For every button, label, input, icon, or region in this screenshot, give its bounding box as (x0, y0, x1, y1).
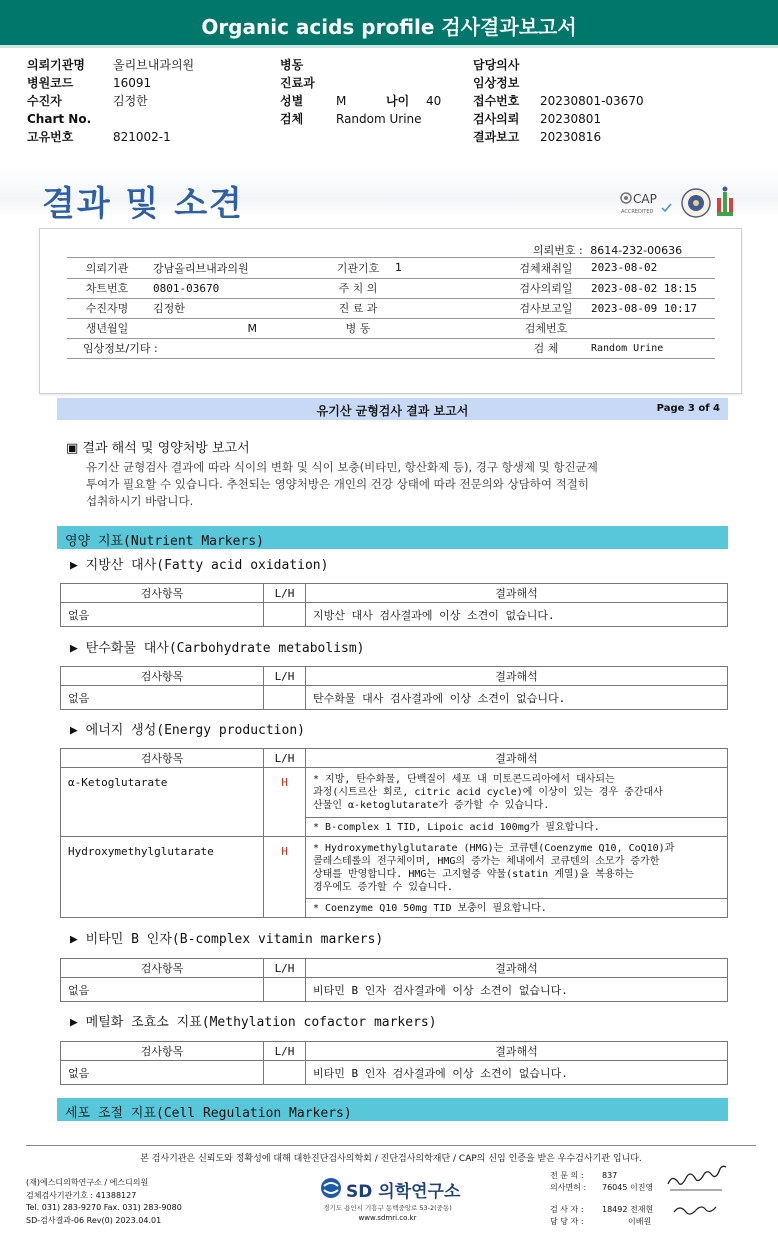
desc-line: 산물인 α-ketoglutarate가 증가할 수 있습니다. (313, 800, 550, 811)
header-col-2 (280, 56, 460, 128)
col-header-lh: L/H (264, 1042, 306, 1061)
row-result: 탄수화물 대사 검사결과에 이상 소견이 없습니다. (306, 686, 728, 710)
col-header-lh: L/H (264, 584, 306, 603)
info-value: 0801-03670 (147, 278, 327, 298)
footer-contact: Tel. 031) 283-9270 Fax. 031) 283-9080 (26, 1203, 182, 1212)
table-row (61, 768, 728, 818)
value-age: 40 (426, 94, 442, 108)
cell-regulation-title: 세포 조절 지표(Cell Regulation Markers) (65, 1106, 352, 1121)
table-header-row (61, 749, 728, 768)
footer-code: 검체검사기관기호 : 41388127 (26, 1190, 137, 1200)
report-header-bar (0, 0, 778, 48)
report-section-bar (57, 398, 728, 420)
accreditation-logos (618, 186, 746, 220)
signature-icon (660, 1164, 740, 1224)
info-key: 생년월일 (67, 318, 147, 338)
table-header-row (61, 1042, 728, 1061)
row-result: 비타민 B 인자 검사결과에 이상 소견이 없습니다. (306, 1061, 728, 1085)
table-row (61, 978, 728, 1002)
table-header-row (61, 584, 728, 603)
info-value: 김정한 (147, 298, 327, 318)
row-item: 없음 (61, 978, 264, 1002)
label-receipt-no: 접수번호 (473, 94, 520, 108)
nutrient-markers-title: 영양 지표(Nutrient Markers) (65, 534, 264, 549)
label-sex: 성별 (280, 94, 304, 108)
label-report-date: 결과보고 (473, 130, 520, 144)
staff-value: 76045 이진영 (602, 1183, 654, 1192)
info-key: 수진자명 (67, 298, 147, 318)
methylation-table (60, 1041, 728, 1085)
request-no-label: 의뢰번호 : (533, 244, 583, 257)
footer-address: 경기도 용인시 기흥구 동백중앙로 53-2(중동) (323, 1204, 452, 1212)
info-key (327, 338, 389, 358)
label-specimen: 검체 (280, 112, 304, 126)
cap-logo-icon (618, 186, 746, 220)
info-key: 검체번호 (507, 318, 585, 338)
vitamin-b-table (60, 958, 728, 1002)
value-patient: 김정한 (113, 94, 148, 108)
staff-label: 전 문 의 : (550, 1171, 584, 1180)
report-section-title: 유기산 균형검사 결과 보고서 (316, 404, 469, 418)
row-item: 없음 (61, 1061, 264, 1085)
table-header-row (61, 667, 728, 686)
footer-website: www.sdmri.co.kr (358, 1214, 417, 1222)
desc-line: 경우에도 증가할 수 있습니다. (313, 881, 454, 893)
value-specimen: Random Urine (336, 112, 422, 126)
interpretation-text (86, 459, 598, 510)
info-value: Random Urine (585, 338, 715, 358)
row-lh (264, 686, 306, 710)
info-key: 검사의뢰일 (507, 278, 585, 298)
info-row (67, 318, 715, 338)
info-value (389, 278, 507, 298)
nutrient-markers-bar (57, 526, 728, 549)
col-header-item: 검사항목 (61, 749, 264, 768)
interpretation-line: 섭취하시기 바랍니다. (86, 494, 194, 508)
info-value: 2023-08-09 10:17 (585, 298, 715, 318)
info-value (389, 298, 507, 318)
footer-doc-id: SD-검사결과-06 Rev(0) 2023.04.01 (26, 1215, 162, 1225)
sd-brand-name: SD 의학연구소 (346, 1182, 461, 1202)
col-header-lh: L/H (264, 959, 306, 978)
sd-brand-logo (320, 1176, 470, 1200)
interpretation-heading: ▣ 결과 해석 및 영양처방 보고서 (66, 441, 250, 456)
table-row (61, 1061, 728, 1085)
row-item: 없음 (61, 603, 264, 627)
label-dept: 진료과 (280, 76, 315, 90)
info-key: 검사보고일 (507, 298, 585, 318)
col-header-result: 결과해석 (306, 749, 728, 768)
footer-staff (550, 1170, 653, 1228)
row-prescription: * B-complex 1 TID, Lipoic acid 100mg가 필요합니다. (306, 818, 728, 837)
label-doctor: 담당의사 (473, 58, 520, 72)
info-value: 1 (389, 258, 507, 278)
info-key: 차트번호 (67, 278, 147, 298)
report-title: Organic acids profile 검사결과보고서 (201, 15, 577, 39)
info-key: 의뢰기관 (67, 258, 147, 278)
row-lh (264, 1061, 306, 1085)
desc-line: * Hydroxymethylglutarate (HMG)는 코큐텐(Coenzyme Q10, CoQ10)과 (313, 842, 675, 854)
cap-logo-text: CAP (633, 192, 657, 206)
col-header-item: 검사항목 (61, 584, 264, 603)
page-indicator: Page 3 of 4 (656, 403, 720, 414)
label-unique-no: 고유번호 (27, 130, 74, 144)
info-value: M (147, 318, 327, 338)
table-header-row (61, 959, 728, 978)
desc-line: * 지방, 탄수화물, 단백질이 세포 내 미토콘드리아에서 대사되는 (313, 774, 615, 785)
col-header-result: 결과해석 (306, 584, 728, 603)
value-unique-no: 821002-1 (113, 130, 171, 144)
staff-label: 의사면허 : (550, 1183, 587, 1192)
footer-org: (재)에스디의학연구소 / 에스디의원 (26, 1178, 149, 1187)
row-description (306, 768, 728, 818)
info-value (389, 318, 507, 338)
col-header-result: 결과해석 (306, 959, 728, 978)
label-age: 나이 (386, 94, 410, 108)
info-key: 주 치 의 (327, 278, 389, 298)
row-result: 지방산 대사 검사결과에 이상 소견이 없습니다. (306, 603, 728, 627)
label-institution: 의뢰기관명 (27, 58, 85, 72)
info-row (67, 338, 715, 358)
info-key: 검체채취일 (507, 258, 585, 278)
staff-label: 담 당 자 : (550, 1217, 584, 1226)
info-value (585, 318, 715, 338)
info-row (67, 298, 715, 318)
sd-logo-icon (320, 1177, 342, 1199)
interpretation-line: 유기산 균형검사 결과에 따라 식이의 변화 및 식이 보충(비타민, 항산화제 등), 경구 항생제 및 항진균제 (86, 460, 598, 474)
staff-value: 837 (602, 1171, 618, 1180)
staff-label: 검 사 자 : (550, 1205, 584, 1214)
value-sex: M (336, 94, 347, 108)
footer-certification: 본 검사기관은 신뢰도와 정확성에 대해 대한진단검사의학회 / 진단검사의학재단 / CAP의 신임 인증을 받은 우수검사기관 입니다. (140, 1154, 642, 1164)
interpretation-line: 투여가 필요할 수 있습니다. 추천되는 영양처방은 개인의 건강 상태에 따라 전문의와 상담하여 적절히 (86, 477, 589, 491)
info-value (389, 338, 507, 358)
label-clinical-info: 임상정보 (473, 76, 520, 90)
col-header-item: 검사항목 (61, 667, 264, 686)
col-header-result: 결과해석 (306, 667, 728, 686)
desc-line: 과정(시트르산 회로, citric acid cycle)에 이상이 있는 경우 중간대사 (313, 787, 663, 798)
info-key: 기관기호 (327, 258, 389, 278)
row-item: 없음 (61, 686, 264, 710)
info-key: 병 동 (327, 318, 389, 338)
value-institution: 올리브내과의원 (113, 58, 195, 72)
request-number (533, 242, 682, 258)
value-request-date: 20230801 (540, 112, 602, 126)
footer-rule (26, 1145, 756, 1146)
cap-logo-sub: ACCREDITED (621, 209, 654, 215)
row-lh-flag: H (264, 768, 306, 837)
col-header-item: 검사항목 (61, 959, 264, 978)
label-hospital-code: 병원코드 (27, 76, 74, 90)
staff-value: 이배원 (628, 1217, 652, 1226)
info-key: 검 체 (507, 338, 585, 358)
label-request-date: 검사의뢰 (473, 112, 520, 126)
row-lh-flag: H (264, 837, 306, 918)
section-vitamin-b-title: ▶ 비타민 B 인자(B-complex vitamin markers) (70, 932, 384, 947)
section-energy-title: ▶ 에너지 생성(Energy production) (70, 723, 305, 738)
label-ward: 병동 (280, 58, 304, 72)
row-description (306, 837, 728, 899)
footer-left-info (26, 1177, 182, 1227)
request-no-value: 8614-232-00636 (590, 244, 683, 257)
row-prescription: * Coenzyme Q10 50mg TID 보충이 필요합니다. (306, 899, 728, 918)
row-item-ketoglutarate: α-Ketoglutarate (61, 768, 264, 837)
label-chart-no: Chart No. (27, 112, 92, 126)
staff-value: 18492 전재현 (602, 1205, 654, 1214)
desc-line: 상태를 반영합니다. HMG는 고지혈증 약물(statin 계열)을 복용하는 (313, 868, 634, 880)
info-value: 강남올리브내과의원 (147, 258, 327, 278)
section-title: 결과 및 소견 (42, 184, 244, 224)
energy-table (60, 748, 728, 918)
row-item-hmg: Hydroxymethylglutarate (61, 837, 264, 918)
col-header-result: 결과해석 (306, 1042, 728, 1061)
value-report-date: 20230816 (540, 130, 602, 144)
section-carbohydrate-title: ▶ 탄수화물 대사(Carbohydrate metabolism) (70, 641, 365, 656)
patient-info-table (67, 258, 715, 359)
desc-line: 콜레스테롤의 전구체이며, HMG의 증가는 체내에서 코큐텐의 소모가 증가한 (313, 855, 660, 867)
label-patient: 수진자 (27, 94, 62, 108)
row-result: 비타민 B 인자 검사결과에 이상 소견이 없습니다. (306, 978, 728, 1002)
info-row (67, 258, 715, 278)
table-row (61, 686, 728, 710)
info-value: 2023-08-02 (585, 258, 715, 278)
col-header-lh: L/H (264, 667, 306, 686)
fatty-acid-table (60, 583, 728, 627)
info-value: 2023-08-02 18:15 (585, 278, 715, 298)
section-fatty-acid-title: ▶ 지방산 대사(Fatty acid oxidation) (70, 558, 329, 573)
section-methylation-title: ▶ 메틸화 조효소 지표(Methylation cofactor markers) (70, 1015, 437, 1030)
table-row (61, 603, 728, 627)
row-lh (264, 603, 306, 627)
header-col-1 (27, 56, 267, 146)
info-key: 진 료 과 (327, 298, 389, 318)
row-lh (264, 978, 306, 1002)
col-header-lh: L/H (264, 749, 306, 768)
col-header-item: 검사항목 (61, 1042, 264, 1061)
info-row (67, 278, 715, 298)
value-hospital-code: 16091 (113, 76, 152, 90)
info-key: 임상정보/기타 : (67, 338, 327, 358)
header-col-3 (473, 56, 713, 146)
value-receipt-no: 20230801-03670 (540, 94, 644, 108)
carbohydrate-table (60, 666, 728, 710)
cell-regulation-bar (57, 1098, 728, 1121)
table-row (61, 837, 728, 899)
